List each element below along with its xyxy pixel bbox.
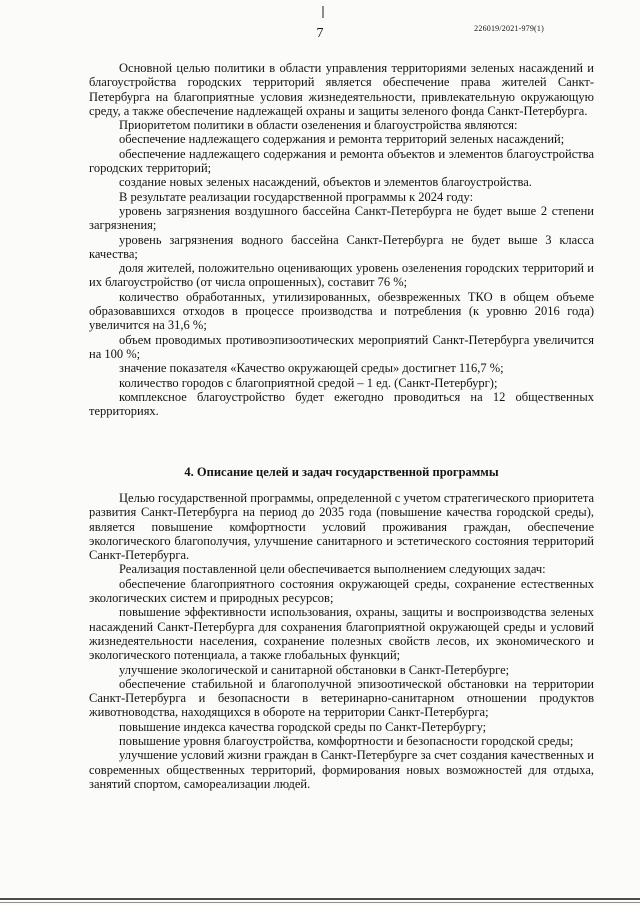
paragraph: Реализация поставленной цели обеспечивается выполнением следующих задач: bbox=[119, 562, 546, 577]
paragraph: обеспечение надлежащего содержания и ремонта объектов и элементов благоустройства городских территорий; bbox=[89, 146, 594, 176]
paragraph: повышение уровня благоустройства, комфортности и безопасности городской среды; bbox=[119, 734, 574, 749]
paragraph: уровень загрязнения водного бассейна Санкт-Петербурга не будет выше 3 класса качества; bbox=[89, 232, 594, 261]
paragraph: значение показателя «Качество окружающей среды» достигнет 116,7 %; bbox=[119, 361, 504, 376]
paragraph: улучшение экологической и санитарной обстановки в Санкт-Петербурге; bbox=[119, 662, 510, 677]
paragraph: количество обработанных, утилизированных, обезвреженных ТКО в общем объеме образовавшихся отходов в процессе производства и потребления (к уровню 2016 года) увеличится на 31,6 %; bbox=[89, 289, 594, 333]
scan-edge-line bbox=[0, 898, 640, 900]
paragraph: повышение эффективности использования, охраны, защиты и воспроизводства зеленых насаждений Санкт-Петербурга для сохранения благоприятной окружающей среды и условий жизнедеятельности населения, сохранение полезных свойств лесов, их экономического и экологического потенциала, а также глобальных функций; bbox=[89, 605, 594, 663]
paragraph: обеспечение стабильной и благополучной эпизоотической обстановки на территории Санкт-Петербурга и безопасности в ветеринарно-санитарном отношении продуктов животноводства, находящихся в обороте на территории Санкт-Петербурга; bbox=[89, 676, 594, 720]
policy-priorities-text bbox=[89, 61, 594, 418]
paragraph: доля жителей, положительно оценивающих уровень озеленения городских территорий и их благоустройство (от числа опрошенных), составит 76 %; bbox=[89, 261, 594, 290]
paragraph: количество городов с благоприятной средой – 1 ед. (Санкт-Петербург); bbox=[119, 375, 498, 390]
page-number: 7 bbox=[316, 26, 324, 41]
section-heading: 4. Описание целей и задач государственной программы bbox=[184, 465, 499, 479]
paragraph: объем проводимых противоэпизоотических мероприятий Санкт-Петербурга увеличится на 100 %; bbox=[89, 332, 594, 361]
paragraph: создание новых зеленых насаждений, объектов и элементов благоустройства. bbox=[119, 175, 532, 190]
document-registration-number: 226019/2021-979(1) bbox=[474, 24, 544, 33]
paragraph: обеспечение благоприятного состояния окружающей среды, сохранение естественных экологических систем и природных ресурсов; bbox=[89, 576, 594, 606]
paragraph: обеспечение надлежащего содержания и ремонта территорий зеленых насаждений; bbox=[119, 132, 565, 147]
paragraph: Основной целью политики в области управления территориями зеленых насаждений и благоустройства городских территорий является обеспечение права жителей Санкт-Петербурга на благоприятные условия жизнедеятельности, привлекательную окружающую среду, а также обеспечение надлежащей охраны и защиты зеленого фонда Санкт-Петербурга. bbox=[89, 61, 594, 118]
paragraph: Приоритетом политики в области озеленения и благоустройства являются: bbox=[119, 118, 518, 133]
scan-edge-line bbox=[0, 902, 640, 903]
scan-artifact-mark bbox=[322, 6, 324, 18]
paragraph: В результате реализации государственной программы к 2024 году: bbox=[119, 189, 474, 204]
paragraph: уровень загрязнения воздушного бассейна Санкт-Петербурга не будет выше 2 степени загрязнения; bbox=[89, 203, 594, 233]
paragraph: улучшение условий жизни граждан в Санкт-Петербурге за счет создания качественных и современных общественных территорий, формирования новых возможностей для отдыха, занятий спортом, самореализации людей. bbox=[89, 748, 594, 791]
paragraph: комплексное благоустройство будет ежегодно проводиться на 12 общественных территориях. bbox=[89, 389, 594, 419]
paragraph: повышение индекса качества городской среды по Санкт-Петербургу; bbox=[119, 719, 487, 734]
program-goals-text bbox=[89, 491, 594, 791]
paragraph: Целью государственной программы, определенной с учетом стратегического приоритета развития Санкт-Петербурга на период до 2035 года (повышение качества городской среды), является повышение комфортности условий проживания граждан, обеспечение экологического благополучия, улучшение санитарного и эстетического состояния территорий Санкт-Петербурга. bbox=[89, 491, 594, 563]
